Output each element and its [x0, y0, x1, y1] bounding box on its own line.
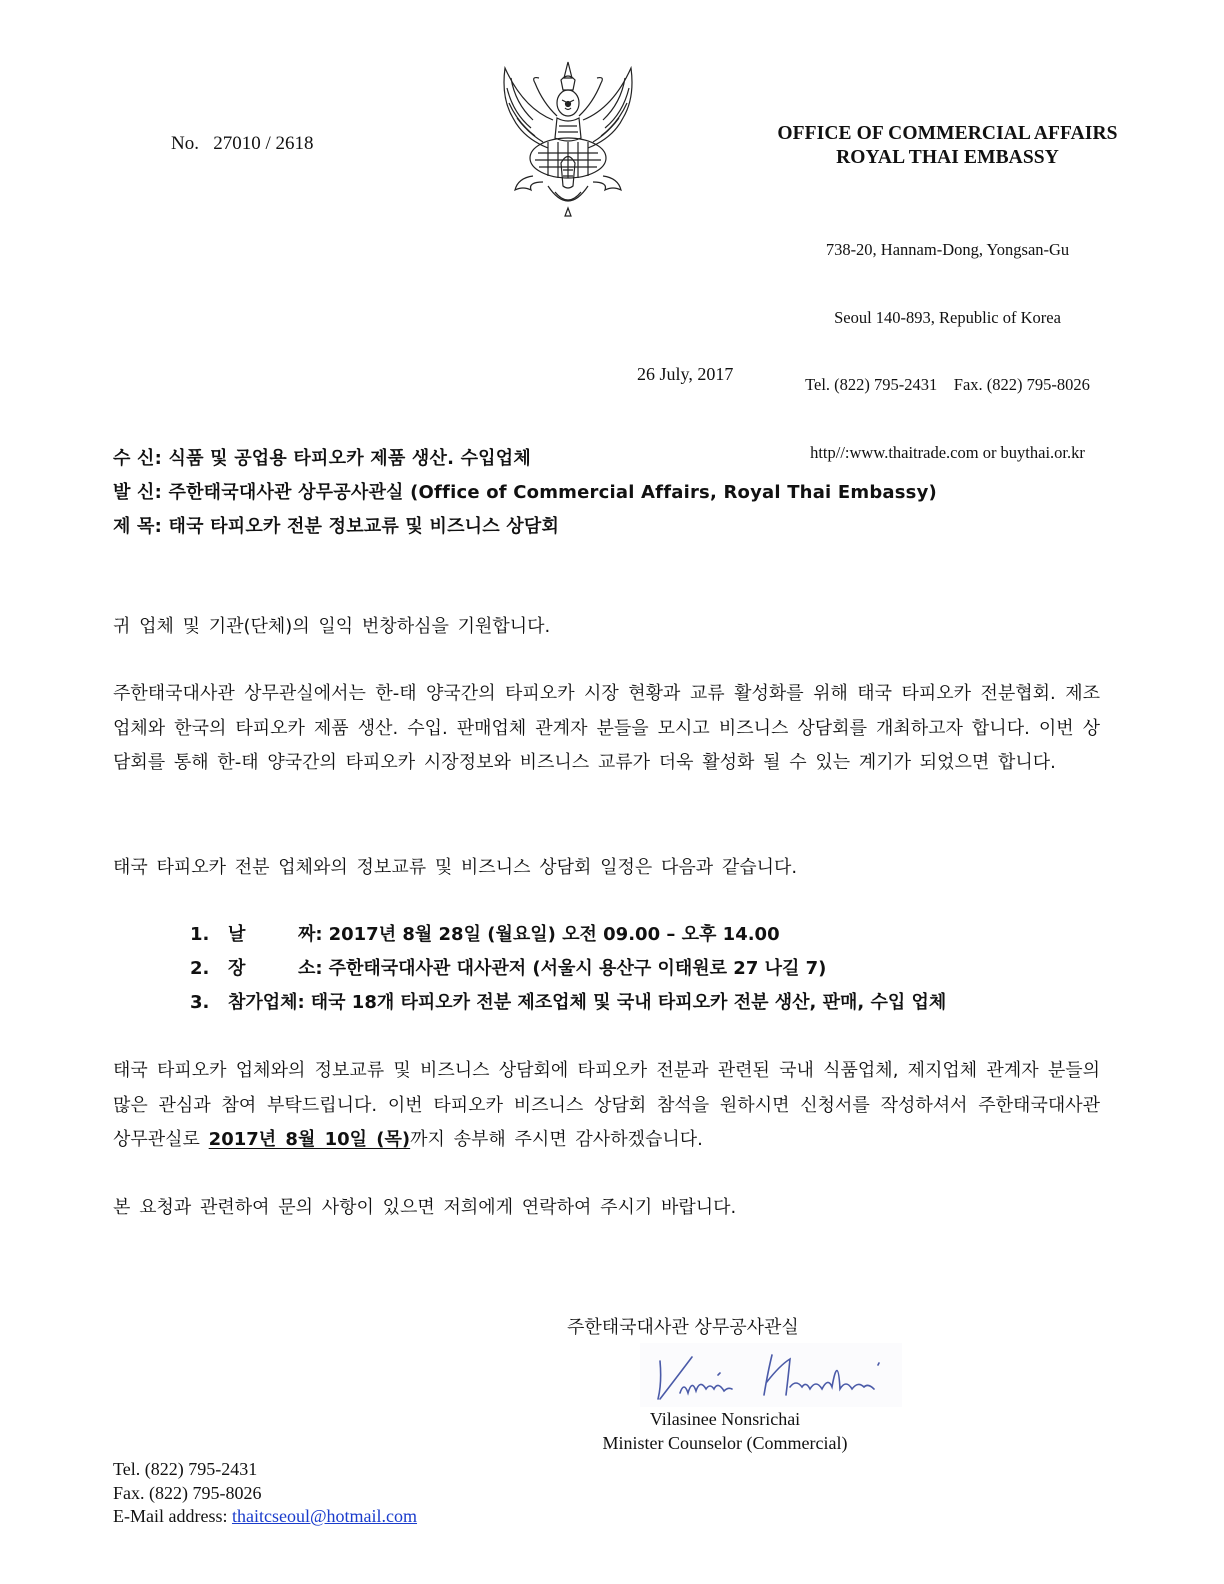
schedule-item-participants	[190, 986, 946, 1020]
signatory-name: Vilasinee Nonsrichai	[649, 1409, 801, 1429]
request-text: 태국 타피오카 업체와의 정보교류 및 비즈니스 상담회에 타피오카 전분과 관련된 국내 식품업체, 제지업체 관계자 분들의 많은 관심과 참여 부탁드립니다. 이번 타피오카 비즈니스 상담회 참석을 원하시면 신청서를 작성하셔서 주한태국대사관 상무관실로	[113, 1060, 1100, 1150]
schedule-intro-paragraph: 태국 타피오카 전분 업체와의 정보교류 및 비즈니스 상담회 일정은 다음과 같습니다.	[113, 857, 798, 878]
deadline-date: 2017년 8월 10일 (목)	[208, 1129, 411, 1150]
request-paragraph	[113, 1054, 1100, 1158]
footer-fax: Fax. (822) 795-8026	[113, 1482, 262, 1503]
list-label-suffix: 소:	[298, 958, 323, 979]
list-label: 장	[228, 958, 246, 979]
website-line: http//:www.thaitrade.com or buythai.or.kr	[810, 442, 1085, 462]
office-title-line2: ROYAL THAI EMBASSY	[836, 147, 1059, 168]
list-value: 주한태국대사관 대사관저 (서울시 용산구 이태원로 27 나길 7)	[328, 958, 827, 979]
email-label: E-Mail address:	[113, 1506, 232, 1526]
office-address	[760, 194, 1135, 487]
intro-paragraph: 주한태국대사관 상무관실에서는 한-태 양국간의 타피오카 시장 현황과 교류 활성화를 위해 태국 타피오카 전분협회. 제조업체와 한국의 타피오카 제품 생산. 수입. 판매업체 관계자 분들을 모시고 비즈니스 상담회를 개최하고자 합니다. 이번 상담회를 통해 한-태 양국간의 타피오카 시장정보와 비즈니스 교류가 더욱 활성화 될 수 있는 계기가 되었으면 합니다.	[113, 683, 1100, 773]
address-line1: 738-20, Hannam-Dong, Yongsan-Gu	[825, 240, 1070, 259]
list-number: 2.	[190, 958, 210, 979]
phone-fax-line: Tel. (822) 795-2431 Fax. (822) 795-8026	[805, 375, 1090, 394]
office-title	[760, 122, 1135, 170]
memo-recipient: 수 신: 식품 및 공업용 타피오카 제품 생산. 수입업체	[113, 448, 531, 469]
garuda-emblem-icon	[493, 58, 643, 218]
office-title-line1: OFFICE OF COMMERCIAL AFFAIRS	[777, 123, 1118, 144]
letter-date: 26 July, 2017	[637, 364, 734, 384]
email-link[interactable]: thaitcseoul@hotmail.com	[231, 1506, 418, 1526]
request-text-end: 까지 송부해 주시면 감사하겠습니다.	[410, 1129, 703, 1150]
footer-contact	[113, 1458, 417, 1529]
footer-tel: Tel. (822) 795-2431	[113, 1459, 258, 1479]
reference-number: No. 27010 / 2618	[171, 133, 314, 154]
schedule-list	[190, 918, 946, 1020]
handwritten-signature	[640, 1343, 902, 1407]
address-line2: Seoul 140-893, Republic of Korea	[834, 307, 1061, 327]
memo-subject: 제 목: 태국 타피오카 전분 정보교류 및 비즈니스 상담회	[113, 516, 560, 537]
schedule-item-date	[190, 918, 946, 952]
list-value: 태국 18개 타피오카 전분 제조업체 및 국내 타피오카 전분 생산, 판매, 수입 업체	[310, 992, 947, 1013]
list-label: 날	[228, 924, 246, 945]
list-number: 1.	[190, 924, 210, 945]
list-label-suffix: 짜:	[298, 924, 323, 945]
list-value: 2017년 8월 28일 (월요일) 오전 09.00 – 오후 14.00	[328, 924, 780, 945]
signatory-title: Minister Counselor (Commercial)	[602, 1433, 848, 1453]
footer-email-line	[113, 1505, 417, 1529]
signature-organization: 주한태국대사관 상무공사관실	[567, 1317, 799, 1338]
list-label: 참가업체:	[228, 992, 305, 1013]
closing-paragraph: 본 요청과 관련하여 문의 사항이 있으면 저희에게 연락하여 주시기 바랍니다.	[113, 1197, 737, 1218]
schedule-item-location	[190, 952, 946, 986]
memo-sender: 발 신: 주한태국대사관 상무공사관실 (Office of Commercial Affairs, Royal Thai Embassy)	[113, 482, 937, 503]
greeting-paragraph: 귀 업체 및 기관(단체)의 일익 번창하심을 기원합니다.	[113, 616, 551, 637]
list-number: 3.	[190, 992, 210, 1013]
